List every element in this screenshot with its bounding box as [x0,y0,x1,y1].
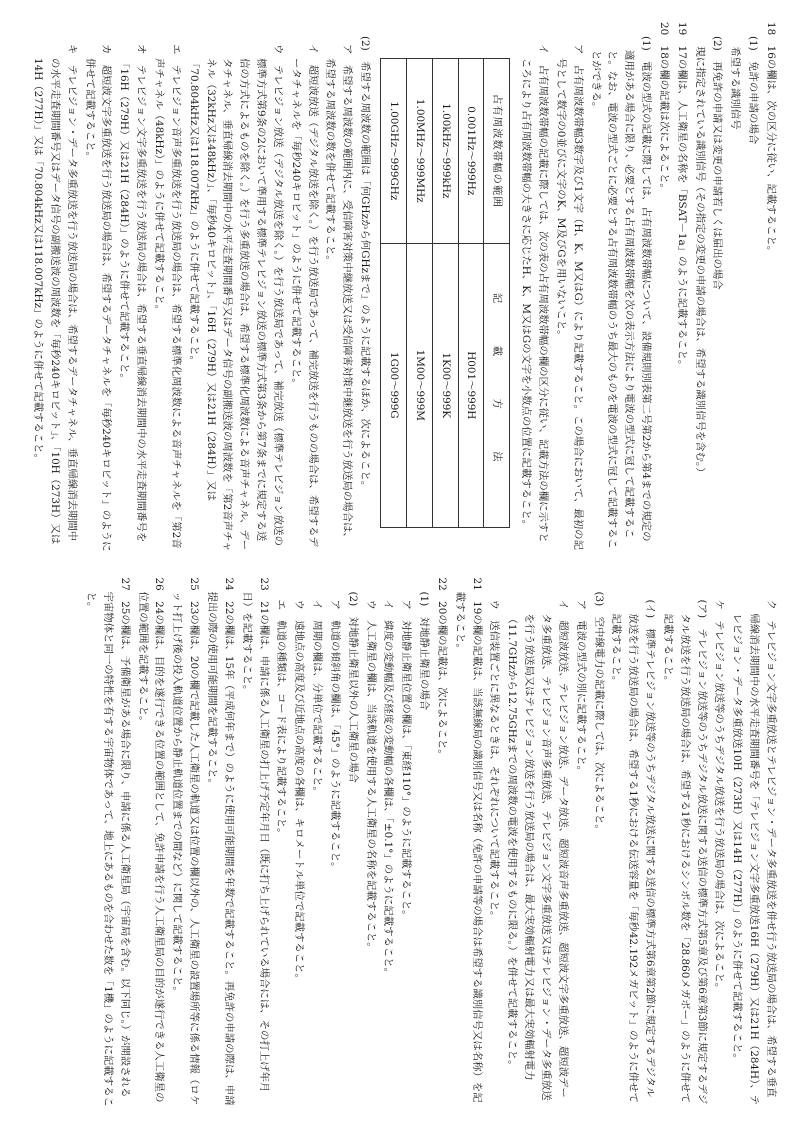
table-header-range: 占有周波数帯幅の範囲 [484,59,510,244]
bandwidth-notation-table [380,58,510,528]
paragraph: 24 22の欄は、15年（平成何年まで）のように使用可能期間を年数で記載すること。再免許の申請の際は、申請提出の際の使用可能期間を記載すること。 [206,577,235,1106]
paragraph: 20 18の欄の記載は次によること。 [657,22,670,194]
paragraph: ア 電波の型式の別に記載すること。 [574,599,587,777]
paragraph: ウ テレビジョン放送（デジタル放送を除く。）を行う放送局であって、補完放送（標準テレビジョン放送の標準方式第9条の2において準用する標準テレビジョン放送の標準方式第3条から第7条までに規定する送信の方式によるものを除く。）を行う多重放送の場合は、希望する標準化周波数による音声チャネル、データチャネル、垂直帰線消去期間中の水平走査期間番号又はデータ信号の副搬送波の周波数を「第2音声チャネル（32kHz又は48kHz）」、「毎秒40キロビット」、「16H（279H）又は21H（284H）」又は「70.804kHz又は118.007kHz」のように併せて記載すること。 [187,44,284,552]
table-cell-range: 1.00kHz～999kHz [432,59,458,244]
table-cell-range: 0.001Hz～999Hz [458,59,484,244]
paragraph: イ 緯度の変動幅及び経度の変動幅の各欄は、「±0.1°」のように記載すること。 [382,599,395,979]
table-cell-method: 1G00～999G [381,243,407,527]
paragraph: ウ 遠地点の高度及び近地点の高度の各欄は、キロメートル単位で記載すること。 [293,599,306,984]
table-cell-method: 1K00～999K [432,243,458,527]
paragraph: (2) 希望する周波数の範囲は「何GHzから何GHzまで」のように記載するほか、次によること。 [359,36,372,492]
paragraph: 18 16の欄は、次の区分に従い、記載すること。 [765,22,777,257]
paragraph: 19 17の欄は、人工衛星の名称を「BSAT－1a」のように記載すること。 [675,22,688,371]
paragraph: (3) 空中線電力の記載に際しては、次によること。 [592,591,605,835]
paragraph: カ 超短波文字多重放送を行う放送局の場合は、希望するデータチャネルを「毎秒240キロビット」のように併せて記載すること。 [83,44,113,552]
paragraph: ウ 人工衛星の欄は、当該軌道を使用する人工衛星の名称を記載すること。 [364,599,377,953]
paragraph: 22 20の欄の記載は、次によること。 [435,577,448,760]
paragraph: (1) 免許の申請の場合 [747,36,760,145]
paragraph: オ テレビジョン文字多重放送を行う放送局の場合は、希望する垂直帰線消去期間中の水平走査期間番号を「16H（279H）又は21H（284H）」のように併せて記載すること。 [118,44,148,543]
table-cell-method: 1M00～999M [406,243,432,527]
paragraph: ク テレビジョン文字多重放送とテレビジョン・データ多重放送を併せ行う放送局の場合は、希望する垂直帰線消去期間中の水平走査期間番号を「テレビジョン文字多重放送16H（279H）又は21H（284H）、テレビジョン・データ多重放送10H（273H）又は14H（277H）」のように併せて記載すること。 [731,599,777,1106]
paragraph: ケ テレビジョン放送等のうちデジタル放送を行う放送局の場合は、次によること。 [713,599,726,994]
paragraph: (ア) テレビジョン放送等のうちデジタル放送に関する送信の標準方式第5章及び第6章第3節に規定するデジタル放送を行う放送局の場合は、希望する1秒におけるシンボル数を「28.860メガボー」のように併せて記載すること。 [661,599,708,1105]
table-row [458,59,484,528]
table-row [381,59,407,528]
paragraph: イ 周期の欄は、分単位で記載すること。 [311,599,324,797]
table-row [406,59,432,528]
paragraph: 21 19の欄の記載は、当該無線局の識別信号又は名称（免許の申請等の場合は希望する識別信号又は名称）を記載すること。 [453,577,483,1103]
table-cell-range: 1.00MHz～999MHz [406,59,432,244]
paragraph: ア 希望する周波数の範囲内に、受信障害対策中継放送又は受信障害対策中継放送を行う放送局の場合は、希望する周波数の数を併せて記載すること。 [324,44,354,543]
paragraph: (1) 電波の型式の記載に際しては、占有周波数帯幅について、設備規則別表第二号第2から第4までの規定の適用がある場合に限り、必要とする占有周波数帯幅を次の表示方法により電波の型式に冠して記載すること。なお、電波の型式ごとに必要とする占有周波数帯幅のうち最大のものを電波の型式に冠して記載することができる。 [589,36,653,549]
paragraph: エ 軌道の種類は、コード表により記載すること。 [275,599,288,839]
paragraph: イ 超短波放送、テレビジョン放送、データ放送、超短波音声多重放送、超短波文字多重放送、超短波データ多重放送、テレビジョン音声多重放送、テレビジョン文字多重放送又はテレビジョン・データ多重放送を行う放送局又はテレビジョン放送を行う放送局の場合は、最大実効輻射電力又は最大実効輻射電力（11.7GHzから12.75GHzまでの周波数の電波を使用するものに限る。）を併せて記載すること。 [506,599,569,1101]
paragraph: 希望する識別信号 [729,36,742,130]
table-header-row [484,59,510,528]
paragraph: ウ 送信装置ごとに異なるときは、それぞれについて記載すること。 [488,599,501,922]
paragraph: 23 21の欄は、申請に係る人工衛星の打上げ予定年月日（既に打ち上げられている場合には、その打上げ年月日）を記載すること。 [240,577,270,1093]
paragraph: キ テレビジョン・データ多重放送を行う放送局の場合は、希望するデータチャネル、垂直帰線消去期間中の水平走査期間番号又はデータ信号の副搬送波の周波数を「毎秒240キロビット」、「10H（273H）又は14H（277H）」又は「70.804kHz又は118.007kHz」のように併せて記載すること。 [32,44,78,545]
paragraph: (1) 対地静止衛星の場合 [418,591,431,711]
table-row [432,59,458,528]
instruction-list-part-2 [29,22,373,552]
paragraph: (イ) 標準テレビジョン放送等のうちデジタル放送に関する送信の標準方式第6章第2節に規定するデジタル放送を行う放送局の場合は、希望する1秒における伝送容量を「毎秒42.192メガビット」のように併せて記載すること。 [610,599,657,1103]
left-text-column [14,22,779,552]
paragraph: ア 軌道の傾斜角の欄は、「45°」のように記載すること。 [328,599,341,873]
table-cell-range: 1.00GHz～999GHz [381,59,407,244]
paragraph: (2) 再免許の申請又は変更の申請若しくは届出の場合 [711,36,724,290]
paragraph: 25 23の欄は、20の欄で記載した人工衛星の軌道又は位置の欄以外の、人工衛星の設置場所等に係る情報（ロケット打上げ後の投入軌道位置から静止軌道位置までの間など）に関して記載すること。 [171,577,201,1106]
instruction-list-part-1 [517,22,779,552]
paragraph: 27 25の欄は、予備衛星がある場合に限り、申請に係る人工衛星局（宇宙局を含む。以下同じ。）が開設される宇宙物体と同一の特性を有する宇宙物体であって、地上にあるものを合わせた数を「1機」のように記載すること。 [85,577,131,1107]
right-text-column [14,578,779,1108]
paragraph: (2) 対地静止衛星以外の人工衛星の場合 [346,591,359,783]
paragraph: ア 占有周波数帯幅3数字及び1文字（H、K、M又はG）により記載すること。この場合において、最初の記号として数字の0並びに文字のK、M及びGを用いないこと。 [554,44,584,550]
paragraph: ア 対地静止衛星位置の欄は、「東経110°」のように記載すること。 [400,599,413,921]
paragraph: 26 24の欄は、目的を遂行できる位置の範囲として、免許申請を行う人工衛星局の目的が遂行できる人工衛星の位置の範囲を記載すること。 [136,577,166,1103]
paragraph: 現に指定されている識別信号（その指定の変更の申請の場合は、希望する識別信号を含む。） [693,36,706,478]
instruction-list-part-3 [82,578,779,1108]
paragraph: イ 占有周波数帯幅の記載に際しては、次の表の占有周波数帯幅の欄の区分に従い、記載方法の欄に示すところにより占有周波数帯幅の大きさに応じたH、K、M又はGの文字を小数点の位置に記載すること。 [520,44,550,543]
table-header-method: 記 載 方 法 [484,243,510,527]
paragraph: イ 超短波放送（デジタル放送を除く。）を行う放送局であって、補完放送を行うものの場合は、希望するデータチャネルを「毎秒240キロビット」のように併せて記載すること。 [289,44,319,547]
paragraph: エ テレビジョン音声多重放送を行う放送局の場合は、希望する標準化周波数による音声チャネルを「第2音声チャネル（48kHz）」のように併せて記載すること。 [153,44,182,549]
table-cell-method: H001～999H [458,243,484,527]
